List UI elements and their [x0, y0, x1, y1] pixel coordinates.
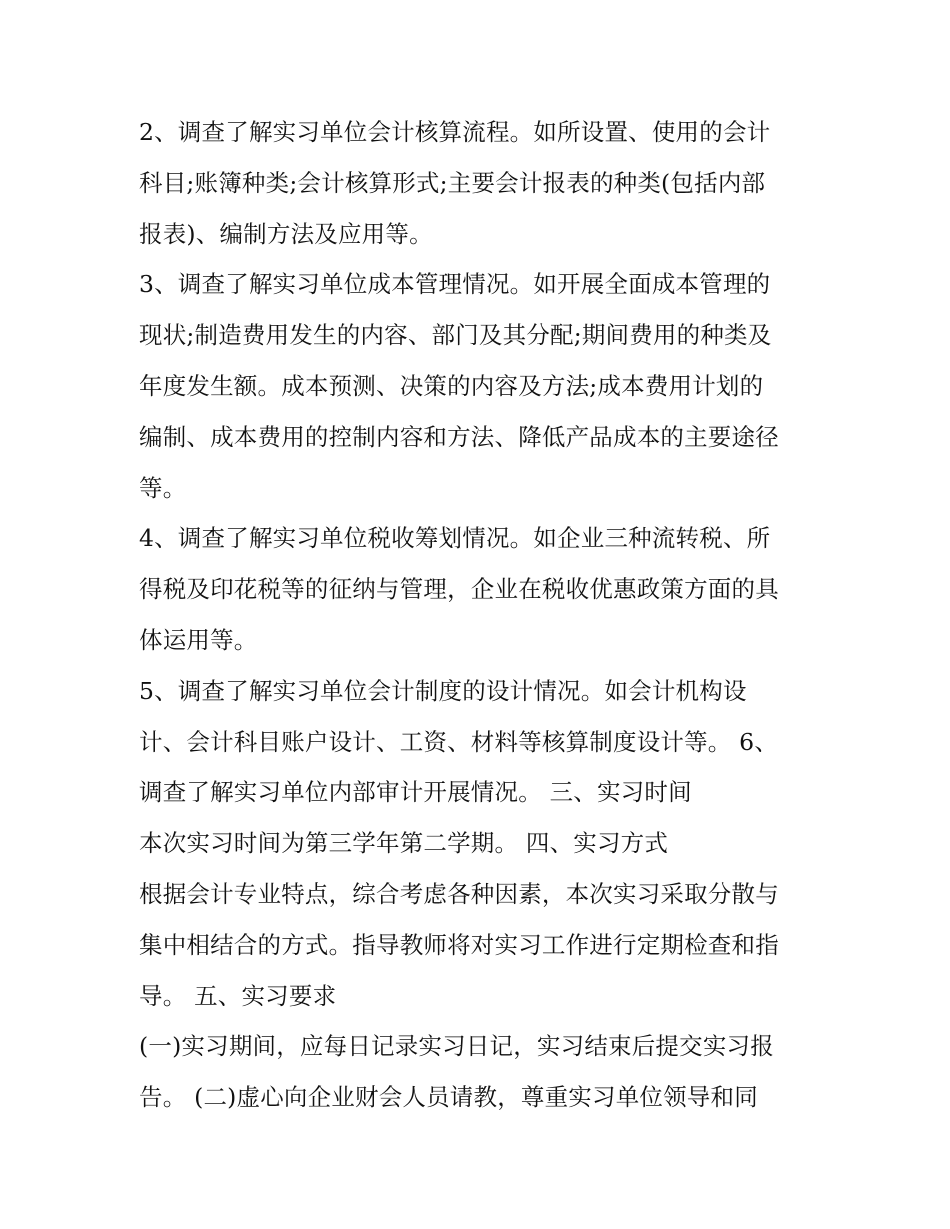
text-line: 计、会计科目账户设计、工资、材料等核算制度设计等。 6、	[139, 727, 779, 756]
text-line: 调查了解实习单位内部审计开展情况。 三、实习时间	[139, 778, 692, 807]
text-line: (一)实习期间，应每日记录实习日记，实习结束后提交实习报	[139, 1032, 774, 1061]
text-line: 体运用等。	[139, 625, 258, 654]
text-line: 2、调查了解实习单位会计核算流程。如所设置、使用的会计	[139, 118, 771, 146]
text-line: 报表)、编制方法及应用等。	[139, 219, 433, 248]
text-line: 根据会计专业特点，综合考虑各种因素，本次实习采取分散与	[139, 879, 779, 908]
text-line: 现状;制造费用发生的内容、部门及其分配;期间费用的种类及	[139, 321, 772, 350]
text-line: 集中相结合的方式。指导教师将对实习工作进行定期检查和指	[139, 930, 779, 959]
text-line: 本次实习时间为第三学年第二学期。 四、实习方式	[139, 829, 669, 858]
text-line: 4、调查了解实习单位税收筹划情况。如企业三种流转税、所	[139, 524, 771, 553]
text-line: 科目;账簿种类;会计核算形式;主要会计报表的种类(包括内部	[139, 168, 766, 197]
document-body	[139, 107, 819, 1123]
text-line: 导。 五、实习要求	[139, 981, 337, 1010]
text-line: 得税及印花税等的征纳与管理，企业在税收优惠政策方面的具	[139, 575, 779, 604]
text-line: 告。 (二)虚心向企业财会人员请教，尊重实习单位领导和同	[139, 1083, 758, 1112]
text-line: 等。	[139, 473, 187, 502]
text-line: 3、调查了解实习单位成本管理情况。如开展全面成本管理的	[139, 270, 771, 299]
text-line: 编制、成本费用的控制内容和方法、降低产品成本的主要途径	[139, 422, 779, 451]
text-line: 年度发生额。成本预测、决策的内容及方法;成本费用计划的	[139, 371, 764, 400]
text-line: 5、调查了解实习单位会计制度的设计情况。如会计机构设	[139, 676, 747, 705]
